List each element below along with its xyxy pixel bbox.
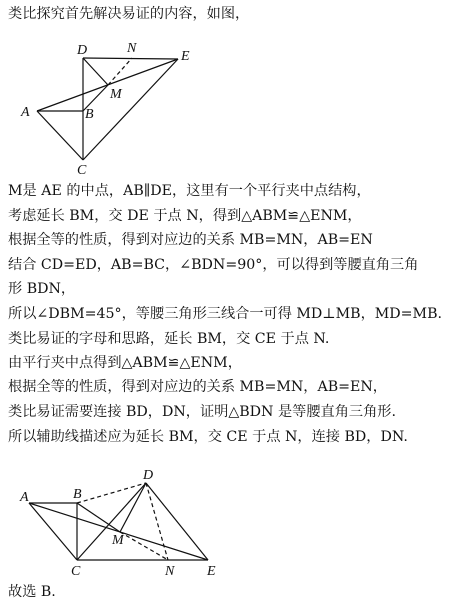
segment-DE [83, 58, 178, 59]
segment-AC [37, 111, 83, 160]
line-7: 所以∠DBM=45°，等腰三角形三线合一可得 MD⊥MB，MD=MB. [8, 306, 443, 322]
line-1: 类比探究首先解决易证的内容，如图， [8, 6, 250, 22]
label-B: B [73, 487, 82, 502]
line-4: 根据全等的性质，得到对应边的关系 MB=MN，AB=EN [8, 232, 373, 248]
segment-DN-dashed [146, 483, 168, 560]
line-11: 类比易证需要连接 BD，DN，证明△BDN 是等腰直角三角形. [8, 404, 396, 420]
label-M: M [110, 87, 122, 102]
label-D: D [143, 468, 154, 483]
segment-BM [77, 503, 120, 532]
segment-MN-dashed [120, 532, 168, 560]
line-2: M是 AE 的中点，AB∥DE，这里有一个平行夹中点结构， [8, 183, 371, 199]
segment-DM [83, 58, 108, 85]
line-8: 类比易证的字母和思路，延长 BM，交 CE 于点 N. [8, 331, 330, 347]
line-12: 所以辅助线描述应为延长 BM，交 CE 于点 N，连接 BD，DN. [8, 429, 408, 445]
label-E: E [207, 564, 216, 578]
label-N: N [127, 41, 137, 56]
figure-2 [15, 463, 245, 578]
segment-AC [29, 503, 77, 560]
segment-DE [146, 483, 208, 560]
label-E: E [181, 49, 190, 64]
label-C: C [77, 163, 87, 178]
line-5: 结合 CD=ED，AB=BC，∠BDN=90°，可以得到等腰直角三角 [8, 257, 419, 273]
label-N: N [165, 564, 175, 578]
line-9: 由平行夹中点得到△ABM≌△ENM， [8, 355, 242, 371]
line-6: 形 BDN， [8, 281, 76, 297]
figure-1 [15, 38, 215, 178]
label-B: B [85, 107, 94, 122]
segment-BD-dashed [77, 483, 146, 503]
label-C: C [71, 564, 81, 578]
line-3: 考虑延长 BM，交 DE 于点 N，得到△ABM≌△ENM， [8, 208, 362, 224]
label-D: D [77, 43, 88, 58]
label-A: A [21, 105, 30, 120]
line-13: 故选 B. [8, 584, 56, 600]
label-M: M [112, 533, 124, 548]
label-A: A [20, 490, 29, 505]
line-10: 根据全等的性质，得到对应边的关系 MB=MN，AB=EN， [8, 379, 387, 395]
